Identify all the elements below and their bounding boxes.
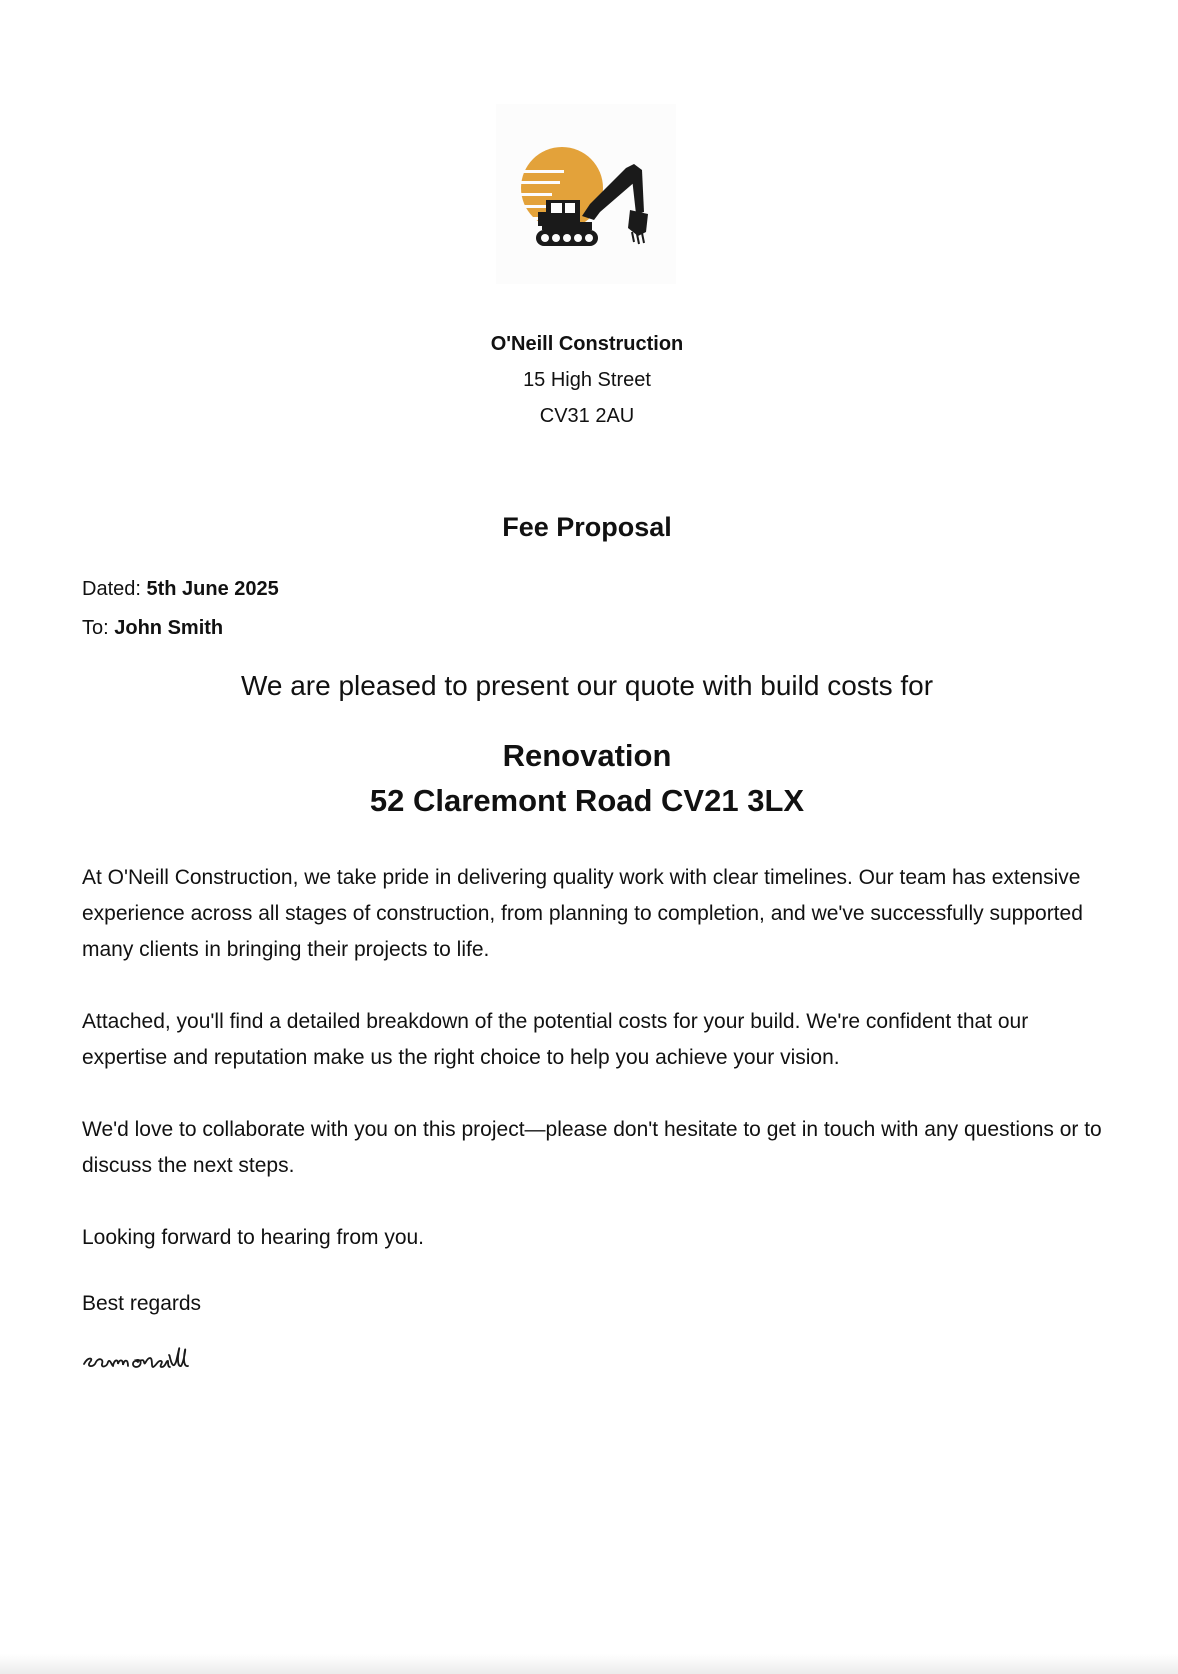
intro-line: We are pleased to present our quote with build costs for [240, 670, 934, 701]
project-heading [0, 733, 1174, 823]
body-paragraph: Attached, you'll find a detailed breakdown of the potential costs for your build. We're confident that our expertise and reputation make us the right choice to help you achieve your vision. [82, 1010, 1029, 1069]
handwritten-signature [80, 1340, 210, 1379]
project-address: 52 Claremont Road CV21 3LX [369, 783, 805, 818]
excavator-sun-logo-icon [496, 104, 676, 284]
body-paragraph: At O'Neill Construction, we take pride in delivering quality work with clear timelines. Our team has extensive experience across all stages of construction, from planning to completion, and we've successfully supported many clients in bringing their projects to life. [82, 866, 1083, 961]
letter-body [82, 860, 1102, 1292]
recipient-label: To: [82, 617, 109, 639]
body-paragraph: We'd love to collaborate with you on this project—please don't hesitate to get in touch with any questions or to discuss the next steps. [82, 1118, 1102, 1177]
dated-value: 5th June 2025 [146, 578, 279, 600]
project-name: Renovation [502, 738, 672, 773]
page-bottom-shadow [0, 1654, 1178, 1674]
body-paragraph: Looking forward to hearing from you. [82, 1226, 425, 1249]
dated-line [82, 570, 279, 609]
company-address-line1: 15 High Street [523, 369, 651, 391]
company-logo [496, 104, 676, 284]
recipient-name: John Smith [114, 617, 224, 639]
company-address-block [0, 326, 1174, 434]
proposal-meta [82, 570, 279, 648]
signature-icon [80, 1340, 210, 1374]
closing-line: Best regards [82, 1292, 202, 1315]
recipient-line [82, 609, 279, 648]
company-address-line2: CV31 2AU [539, 405, 635, 427]
company-name: O'Neill Construction [490, 333, 684, 355]
document-title: Fee Proposal [502, 512, 672, 542]
dated-label: Dated: [82, 578, 141, 600]
